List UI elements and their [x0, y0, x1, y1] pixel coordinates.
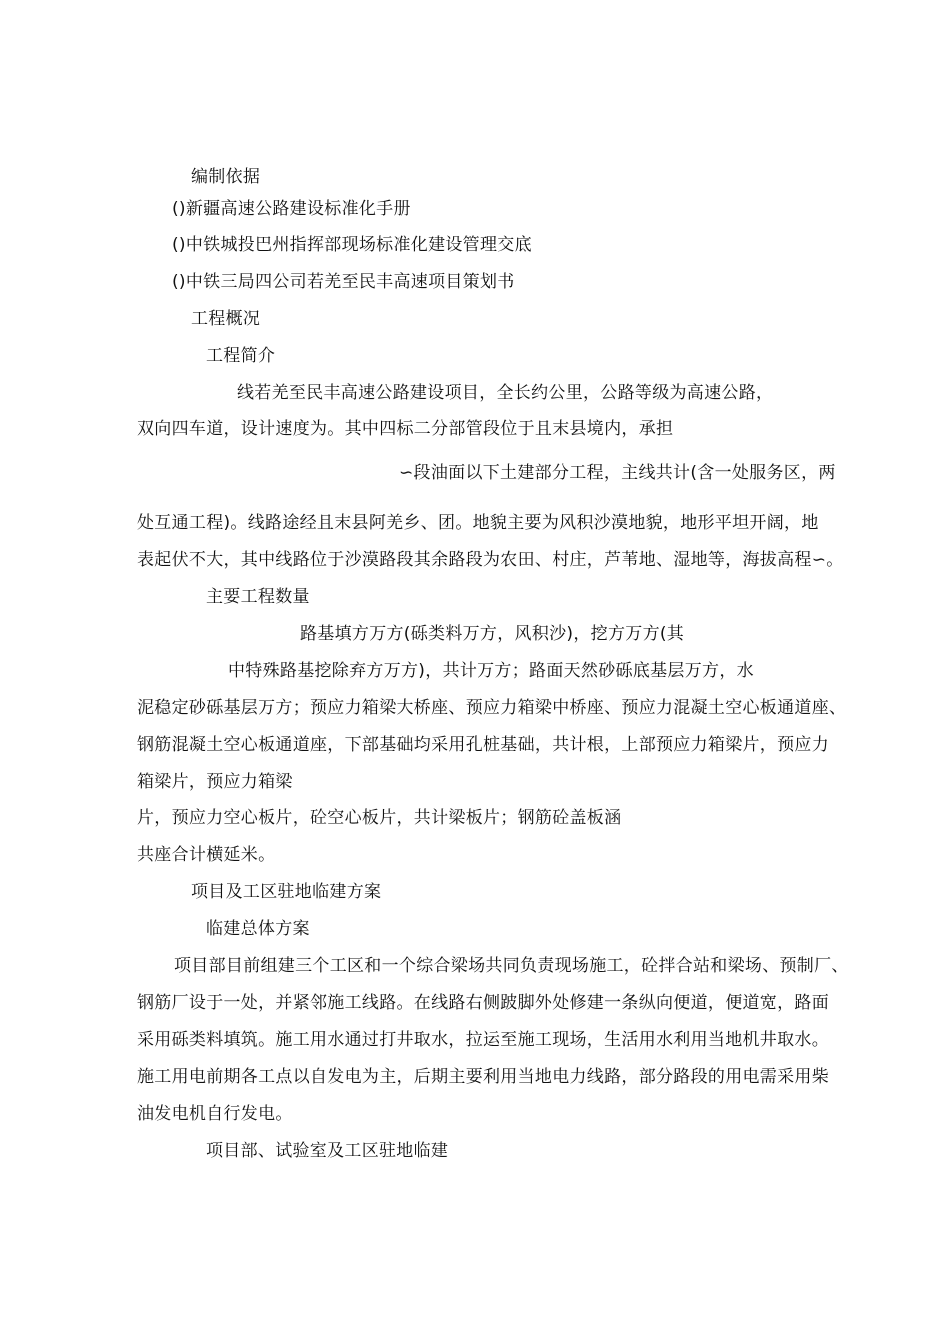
paragraph-line: 箱梁片，预应力箱梁 [137, 772, 293, 792]
heading-project-intro: 工程简介 [206, 346, 276, 366]
paragraph-line: 项目部目前组建三个工区和一个综合梁场共同负责现场施工，砼拌合站和梁场、预制厂、 [174, 956, 849, 976]
heading-project-overview: 工程概况 [191, 309, 261, 329]
paragraph-line: 泥稳定砂砾基层万方；预应力箱梁大桥座、预应力箱梁中桥座、预应力混凝土空心板通道座、 [137, 698, 847, 718]
paragraph-line: 施工用电前期各工点以自发电为主，后期主要利用当地电力线路，部分路段的用电需采用柴 [137, 1067, 829, 1087]
paragraph-line: 采用砾类料填筑。施工用水通过打井取水，拉运至施工现场，生活用水利用当地机井取水。 [137, 1030, 829, 1050]
basis-item: ()中铁城投巴州指挥部现场标准化建设管理交底 [172, 235, 532, 255]
paragraph-line: 双向四车道，设计速度为。其中四标二分部管段位于且末县境内，承担 [137, 419, 674, 439]
paragraph-line: 共座合计横延米。 [137, 845, 276, 865]
basis-item: ()新疆高速公路建设标准化手册 [172, 199, 411, 219]
heading-overall-plan: 临建总体方案 [206, 919, 310, 939]
paragraph-line: ∽段油面以下土建部分工程，主线共计(含一处服务区，两 [399, 463, 836, 483]
paragraph-line: 路基填方万方(砾类料万方，风积沙)，挖方万方(其 [300, 624, 685, 644]
paragraph-line: 钢筋厂设于一处，并紧邻施工线路。在线路右侧跛脚外处修建一条纵向便道，便道宽，路面 [137, 993, 829, 1013]
paragraph-line: 片，预应力空心板片，砼空心板片，共计梁板片；钢筋砼盖板涵 [137, 808, 622, 828]
paragraph-line: 线若羌至民丰高速公路建设项目，全长约公里，公路等级为高速公路， [237, 383, 774, 403]
heading-camp-plan: 项目及工区驻地临建方案 [191, 882, 382, 902]
heading-office-lab-camp: 项目部、试验室及工区驻地临建 [206, 1141, 449, 1161]
heading-main-quantities: 主要工程数量 [206, 587, 310, 607]
paragraph-line: 中特殊路基挖除弃方万方)，共计万方；路面天然砂砾底基层万方，水 [228, 661, 754, 681]
heading-compilation-basis: 编制依据 [191, 167, 261, 187]
paragraph-line: 钢筋混凝土空心板通道座，下部基础均采用孔桩基础，共计根，上部预应力箱梁片，预应力 [137, 735, 829, 755]
paragraph-line: 处互通工程)。线路途经且末县阿羌乡、团。地貌主要为风积沙漠地貌，地形平坦开阔，地 [137, 513, 819, 533]
basis-item: ()中铁三局四公司若羌至民丰高速项目策划书 [172, 272, 515, 292]
paragraph-line: 表起伏不大，其中线路位于沙漠路段其余路段为农田、村庄，芦苇地、湿地等，海拔高程∽。 [137, 550, 844, 570]
paragraph-line: 油发电机自行发电。 [137, 1104, 293, 1124]
